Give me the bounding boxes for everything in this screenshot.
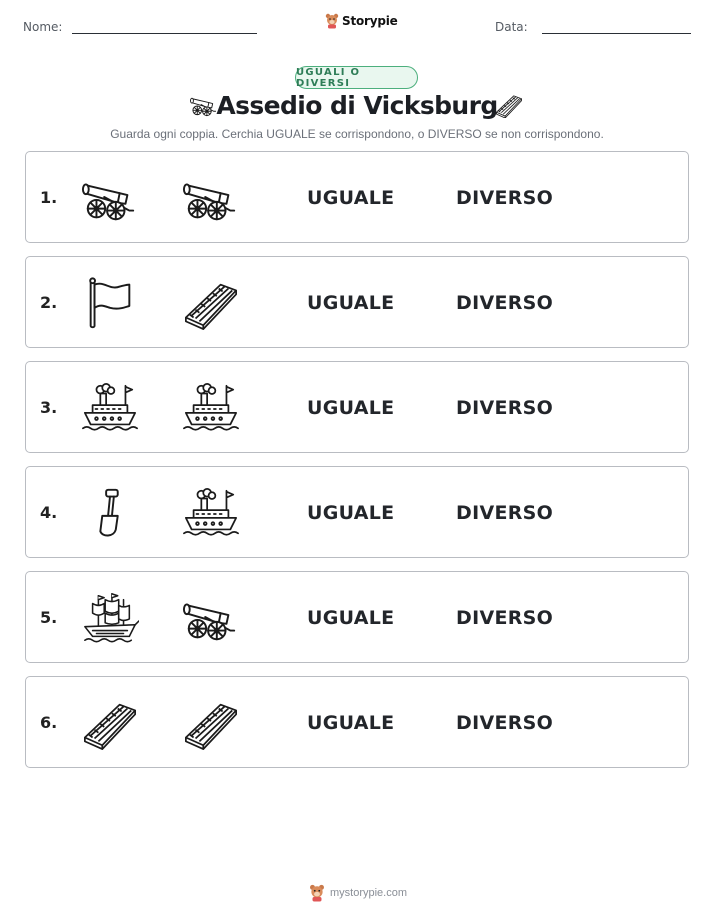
pair-row-3 bbox=[25, 361, 689, 453]
brand-logo bbox=[325, 13, 398, 29]
earthwork-icon bbox=[182, 275, 240, 331]
bear-mascot-icon bbox=[325, 13, 339, 29]
pair-row-2 bbox=[25, 256, 689, 348]
date-label: Data: bbox=[495, 20, 528, 34]
different-option[interactable]: DIVERSO bbox=[456, 607, 554, 629]
different-option[interactable]: DIVERSO bbox=[456, 712, 554, 734]
different-option[interactable]: DIVERSO bbox=[456, 292, 554, 314]
pair-number: 1. bbox=[40, 188, 58, 207]
activity-badge: UGUALI O DIVERSI bbox=[295, 66, 418, 89]
date-line[interactable] bbox=[542, 33, 691, 34]
earthwork-icon bbox=[182, 695, 240, 751]
same-option[interactable]: UGUALE bbox=[307, 187, 395, 209]
cannon-icon bbox=[182, 590, 240, 646]
instructions: Guarda ogni coppia. Cerchia UGUALE se corrispondono, o DIVERSO se non corrispondono. bbox=[110, 127, 604, 141]
cannon-icon bbox=[81, 170, 139, 226]
shovel-icon bbox=[81, 485, 139, 541]
name-line[interactable] bbox=[72, 33, 257, 34]
pair-number: 3. bbox=[40, 398, 58, 417]
same-option[interactable]: UGUALE bbox=[307, 712, 395, 734]
steamboat-icon bbox=[182, 380, 240, 436]
pair-row-1 bbox=[25, 151, 689, 243]
steamboat-icon bbox=[182, 485, 240, 541]
pair-row-6 bbox=[25, 676, 689, 768]
same-option[interactable]: UGUALE bbox=[307, 502, 395, 524]
bear-mascot-icon bbox=[309, 884, 325, 902]
pair-row-4 bbox=[25, 466, 689, 558]
cannon-icon bbox=[182, 170, 240, 226]
pair-number: 4. bbox=[40, 503, 58, 522]
brand-name: Storypie bbox=[342, 14, 398, 28]
pair-number: 5. bbox=[40, 608, 58, 627]
same-option[interactable]: UGUALE bbox=[307, 292, 395, 314]
different-option[interactable]: DIVERSO bbox=[456, 187, 554, 209]
flag-icon bbox=[81, 275, 139, 331]
footer-site-link[interactable]: mystorypie.com bbox=[330, 887, 408, 899]
different-option[interactable]: DIVERSO bbox=[456, 502, 554, 524]
pair-row-5 bbox=[25, 571, 689, 663]
different-option[interactable]: DIVERSO bbox=[456, 397, 554, 419]
steamboat-icon bbox=[81, 380, 139, 436]
footer bbox=[309, 884, 407, 902]
pair-number: 2. bbox=[40, 293, 58, 312]
earthwork-icon bbox=[81, 695, 139, 751]
same-option[interactable]: UGUALE bbox=[307, 397, 395, 419]
sailing-ship-icon bbox=[81, 590, 139, 646]
page-title: Assedio di Vicksburg bbox=[216, 91, 498, 120]
same-option[interactable]: UGUALE bbox=[307, 607, 395, 629]
pair-number: 6. bbox=[40, 713, 58, 732]
earthwork-icon bbox=[492, 92, 526, 123]
name-label: Nome: bbox=[23, 20, 63, 34]
